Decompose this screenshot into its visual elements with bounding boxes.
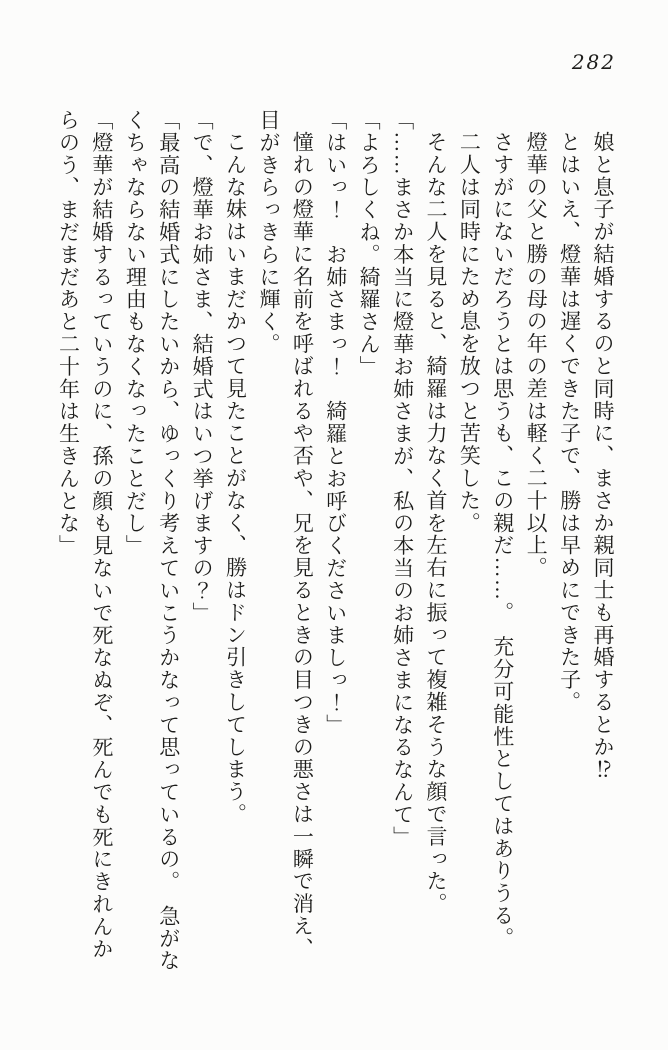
text-column: 「燈華が結婚するっていうのに、孫の顔も見ないで死なぬぞ、死んでも死にきれんか [89,109,114,961]
text-column: さすがにないだろうとは思うも、この親だ……。 充分可能性としてはありうる。 [490,131,515,950]
text-column: らのう、まだまだあと二十年は生きんとな」 [56,109,81,557]
text-column: 娘と息子が結婚するのと同時に、まさか親同士も再婚するとか⁉ [591,131,615,781]
text-column: 目がきらっきらに輝く。 [256,109,281,356]
text-column: 憧れの燈華に名前を呼ばれるや否や、兄を見るときの目つきの悪さは一瞬で消え、 [290,131,315,961]
text-column: 「……まさか本当に燈華お姉さまが、私の本当のお姉さまになるなんて」 [390,109,415,849]
text-column: こんな妹はいまだかつて見たことがなく、勝はドン引きしてしまう。 [223,131,248,826]
text-columns [51,109,619,995]
text-column: 「で、燈華お姉さま、結婚式はいつ挙げますの？」 [190,109,215,625]
page-number: 282 [571,50,616,74]
text-column: 「はいっ！ お姉さまっ！ 綺羅とお呼びくださいましっ！」 [323,109,348,737]
text-column: くちゃならない理由もなくなったことだし」 [123,109,148,557]
text-column: 二人は同時にため息を放つと苦笑した。 [457,131,482,535]
text-column: とはいえ、燈華は遅くできた子で、勝は早めにできた子。 [557,131,582,714]
text-column: 燈華の父と勝の母の年の差は軽く二十以上。 [524,131,549,580]
text-column: 「最高の結婚式にしたいから、ゆっくり考えていこうかなって思っているの。 急がな [156,109,181,973]
text-column: 「よろしくね。綺羅さん」 [357,109,382,378]
text-column: そんな二人を見ると、綺羅は力なく首を左右に振って複雑そうな顔で言った。 [423,131,448,916]
